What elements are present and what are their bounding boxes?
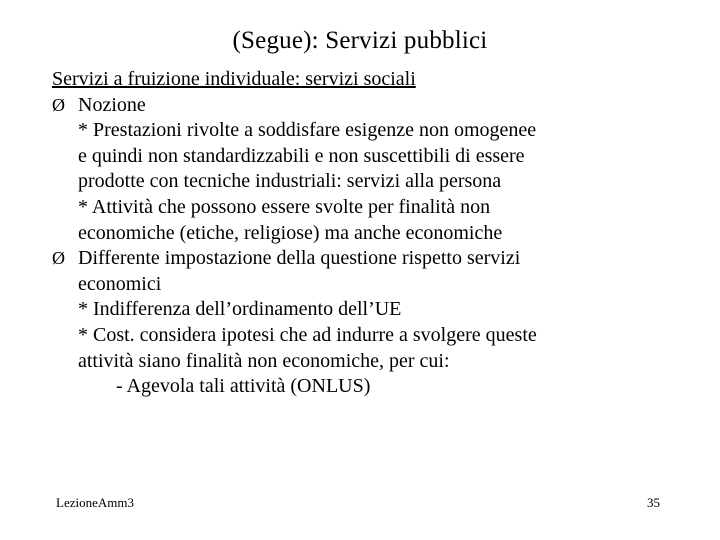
footer-label: LezioneAmm3 (56, 495, 134, 510)
slide-content (52, 67, 672, 400)
slide-title: (Segue): Servizi pubblici (232, 27, 488, 54)
bullet-label: Differente impostazione della questione rispetto servizi (78, 247, 521, 270)
text-line: e quindi non standardizzabili e non suscettibili di essere (78, 144, 525, 167)
bullet-differente-impostazione (52, 246, 672, 272)
text-line: attività siano finalità non economiche, per cui: (78, 349, 450, 372)
text-line: * Cost. considera ipotesi che ad indurre a svolgere queste (78, 323, 537, 346)
text-line: economiche (etiche, religiose) ma anche economiche (78, 221, 503, 244)
text-line: * Prestazioni rivolte a soddisfare esigenze non omogenee (78, 119, 537, 142)
sub-item: - Agevola tali attività (ONLUS) (116, 375, 371, 398)
text-line: * Indifferenza dell’ordinamento dell’UE (78, 298, 402, 321)
section-heading: Servizi a fruizione individuale: servizi sociali (52, 68, 416, 90)
page-number: 35 (647, 495, 660, 510)
bullet-label: Nozione (78, 93, 146, 116)
arrow-bullet-icon: Ø (52, 248, 65, 269)
bullet-nozione (52, 93, 672, 119)
text-line: prodotte con tecniche industriali: servizi alla persona (78, 170, 502, 193)
arrow-bullet-icon: Ø (52, 94, 65, 115)
text-line: * Attività che possono essere svolte per finalità non (78, 195, 491, 218)
text-line: economici (78, 272, 162, 295)
